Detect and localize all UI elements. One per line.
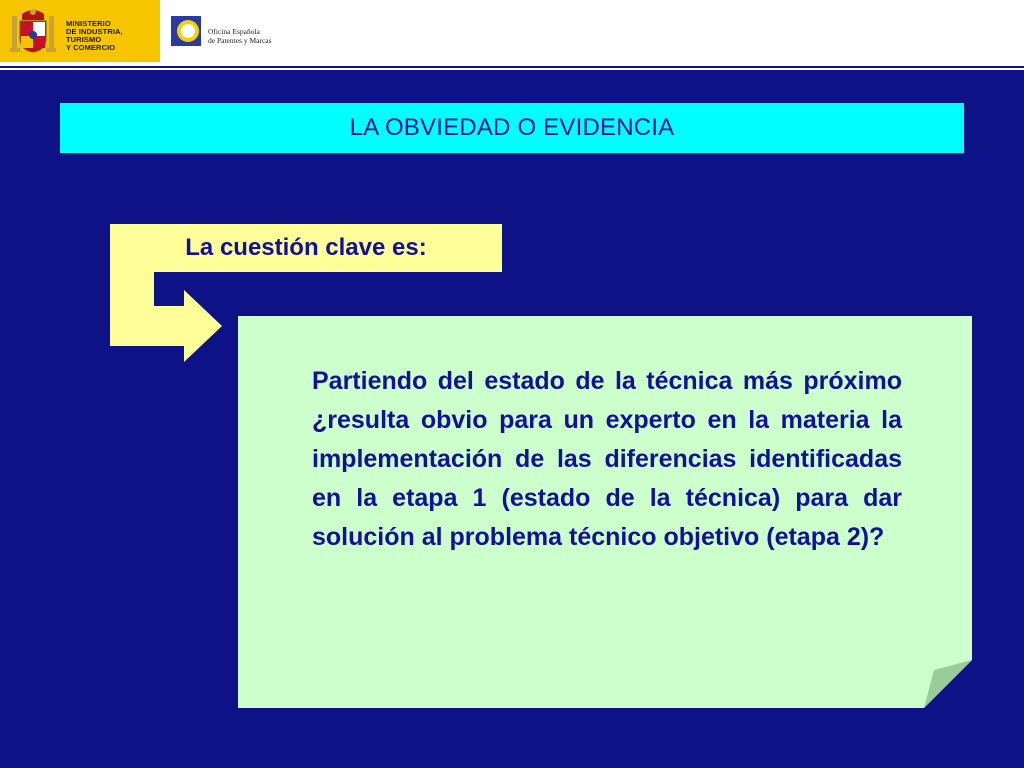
- header-divider: [0, 64, 1024, 66]
- office-name: Oficina Española de Patentes y Marcas: [208, 27, 272, 45]
- key-question-label: [110, 224, 502, 272]
- key-question-text: La cuestión clave es:: [185, 234, 427, 261]
- header-divider: [0, 68, 1024, 70]
- oepm-logo-icon: [171, 16, 201, 46]
- question-body: Partiendo del estado de la técnica más próximo ¿resulta obvio para un experto en la materia la implementación de las diferencias identificadas en la etapa 1 (estado de la técnica) para dar solución al problema técnico objetivo (etapa 2)?: [312, 367, 902, 551]
- header-bar: [0, 0, 1024, 64]
- ministry-logo-block: [0, 0, 160, 62]
- oepm-logo-block: [164, 0, 284, 62]
- coat-of-arms-icon: [8, 6, 58, 56]
- slide-title: LA OBVIEDAD O EVIDENCIA: [349, 114, 675, 141]
- ministry-name: MINISTERIO DE INDUSTRIA, TURISMO Y COMERCIO: [66, 19, 123, 52]
- title-banner: [60, 103, 964, 153]
